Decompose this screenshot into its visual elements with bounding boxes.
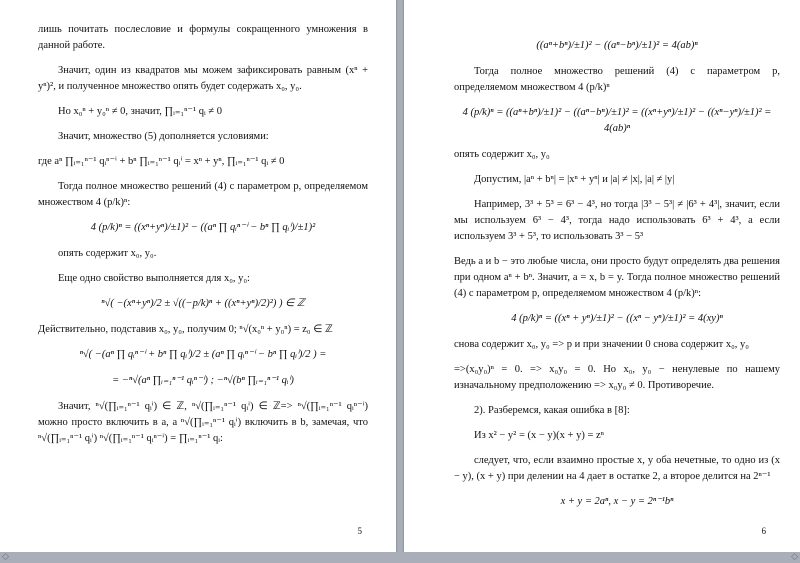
resize-handle-icon[interactable]: ◇ — [791, 551, 798, 561]
viewer-bottom-strip — [0, 552, 800, 563]
equation: 4 (p/k)ⁿ = ((xⁿ + yⁿ)/±1)² − ((xⁿ − yⁿ)/±1)² = 4(xy)ⁿ — [511, 313, 723, 324]
text-paragraph: где aⁿ ∏ᵢ₌₁ⁿ⁻¹ qᵢⁿ⁻ⁱ + bⁿ ∏ᵢ₌₁ⁿ⁻¹ qᵢⁱ = xⁿ + yⁿ, ∏ᵢ₌₁ⁿ⁻¹ qᵢ ≠ 0 — [38, 156, 285, 167]
text-paragraph: Из x² − y² = (x − y)(x + y) = zⁿ — [474, 430, 604, 441]
text-paragraph: следует, что, если взаимно простые x, y оба нечетные, то одно из (x − y), (x + y) при делении на 4 дает в остатке 2, а второе делится на 2ⁿ⁻¹ — [454, 455, 780, 482]
equation: 4 (p/k)ⁿ = ((aⁿ+bⁿ)/±1)² − ((aⁿ−bⁿ)/±1)² = ((xⁿ+yⁿ)/±1)² − ((xⁿ−yⁿ)/±1)² = 4(ab)ⁿ — [462, 107, 772, 134]
text-paragraph: Значит, множество (5) дополняется условиями: — [58, 131, 269, 142]
resize-handle-icon[interactable]: ◇ — [2, 551, 9, 561]
text-paragraph: Значит, ⁿ√(∏ᵢ₌₁ⁿ⁻¹ qᵢⁱ) ∈ ℤ, ⁿ√(∏ᵢ₌₁ⁿ⁻¹ qᵢⁱ) ∈ ℤ=> ⁿ√(∏ᵢ₌₁ⁿ⁻¹ qᵢⁿ⁻ⁱ) можно просто включить в a, а ⁿ√(∏ᵢ₌₁ⁿ⁻¹ qᵢⁱ) включить в b, замечая, что ⁿ√(∏ᵢ₌₁ⁿ⁻¹ qᵢⁱ) ⁿ√(∏ᵢ₌₁ⁿ⁻¹ qᵢⁿ⁻ⁱ) = ∏ᵢ₌₁ⁿ⁻¹ qᵢ: — [38, 401, 368, 444]
document-page-right — [404, 0, 800, 552]
equation: 4 (p/k)ⁿ = ((xⁿ+yⁿ)/±1)² − ((aⁿ ∏ qᵢⁿ⁻ⁱ − bⁿ ∏ qᵢⁱ)/±1)² — [90, 222, 316, 233]
text-paragraph: Еще одно свойство выполняется для x₀, y₀: — [58, 273, 250, 284]
text-paragraph: Тогда полное множество решений (4) с параметром p, определяемом множеством 4 (p/k)ⁿ — [454, 66, 780, 93]
equation: ⁿ√( −(xⁿ+yⁿ)/2 ± √((−p/k)ⁿ + ((xⁿ+yⁿ)/2)²) ) ∈ ℤ — [101, 298, 305, 309]
text-paragraph: =>(x₀y₀)ⁿ = 0. => x₀y₀ = 0. Но x₀, y₀ − ненулевые по нашему изначальному предположению => x₀y₀ ≠ 0. Противоречие. — [454, 364, 780, 391]
page-number: 5 — [357, 526, 362, 536]
page-right-body — [454, 34, 780, 520]
equation: = −ⁿ√(aⁿ ∏ᵢ₌₁ⁿ⁻¹ qᵢⁿ⁻ⁱ) ; −ⁿ√(bⁿ ∏ᵢ₌₁ⁿ⁻¹ qᵢⁱ) — [112, 375, 294, 386]
text-paragraph: Допустим, |aⁿ + bⁿ| = |xⁿ + yⁿ| и |a| ≠ |x|, |a| ≠ |y| — [474, 174, 675, 185]
page-number: 6 — [761, 526, 766, 536]
text-paragraph: Но x₀ⁿ + y₀ⁿ ≠ 0, значит, ∏ᵢ₌₁ⁿ⁻¹ qᵢ ≠ 0 — [58, 106, 222, 117]
text-paragraph: опять содержит x₀, y₀ — [454, 149, 550, 160]
text-paragraph: снова содержит x₀, y₀ => p и при значении 0 снова содержит x₀, y₀ — [454, 339, 749, 350]
page-left-body — [38, 22, 368, 456]
equation: x + y = 2aⁿ, x − y = 2ⁿ⁻¹bⁿ — [560, 496, 674, 507]
text-paragraph: Ведь a и b − это любые числа, они просто будут определять два решения при одном aⁿ + bⁿ. Значит, a = x, b = y. Тогда полное множество решений (4) с параметром p, определяемом множеством 4 (p/k)ⁿ: — [454, 256, 780, 299]
text-paragraph: Тогда полное множество решений (4) с параметром p, определяемом множеством 4 (p/k)ⁿ: — [38, 181, 368, 208]
text-paragraph: опять содержит x₀, y₀. — [58, 248, 157, 259]
document-page-left — [0, 0, 396, 552]
equation: ((aⁿ+bⁿ)/±1)² − ((aⁿ−bⁿ)/±1)² = 4(ab)ⁿ — [536, 40, 698, 51]
text-paragraph: 2). Разберемся, какая ошибка в [8]: — [474, 405, 630, 416]
text-paragraph: Значит, один из квадратов мы можем зафиксировать равным (xⁿ + yⁿ)², и полученное множество опять будет содержать x₀, y₀. — [38, 65, 368, 92]
text-paragraph: лишь почитать послесловие и формулы сокращенного умножения в данной работе. — [38, 24, 368, 51]
text-paragraph: Действительно, подставив x₀, y₀, получим 0; ⁿ√(x₀ⁿ + y₀ⁿ) = z₀ ∈ ℤ — [38, 324, 333, 335]
equation: ⁿ√( −(aⁿ ∏ qᵢⁿ⁻ⁱ + bⁿ ∏ qᵢⁱ)/2 ± (aⁿ ∏ qᵢⁿ⁻ⁱ − bⁿ ∏ qᵢⁱ)/2 ) = — [79, 349, 327, 360]
text-paragraph: Например, 3³ + 5³ = 6³ − 4³, но тогда |3³ − 5³| ≠ |6³ + 4³|, значит, если мы используем 6³ − 4³, тогда надо использовать 6³ + 4³, а если используем 3³ + 5³, то использовать 3³ − 5³ — [454, 199, 780, 242]
